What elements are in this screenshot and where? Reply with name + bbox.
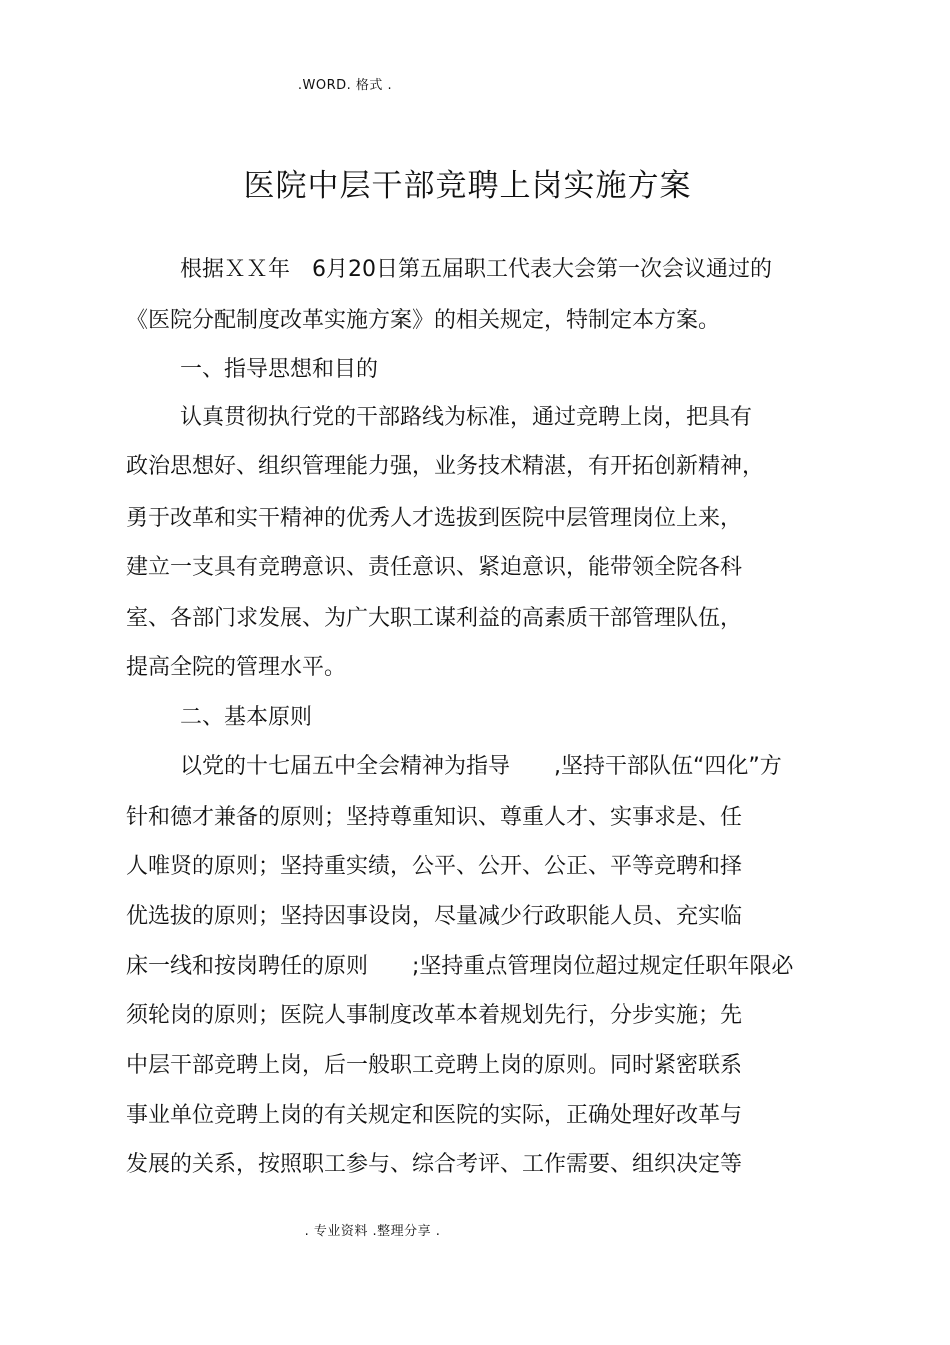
paragraph-line: 以党的十七届五中全会精神为指导 ,坚持干部队伍“四化”方 [180,754,782,779]
paragraph-line: 须轮岗的原则；医院人事制度改革本着规划先行，分步实施；先 [126,1003,743,1028]
paragraph-line: 认真贯彻执行党的干部路线为标准，通过竞聘上岗，把具有 [180,405,753,430]
section-heading: 一、指导思想和目的 [180,357,379,382]
paragraph-line: 政治思想好、组织管理能力强，业务技术精湛，有开拓创新精神， [126,454,765,479]
paragraph-line: 勇于改革和实干精神的优秀人才选拔到医院中层管理岗位上来， [126,506,743,531]
page-header-note: .WORD. 格式 . [297,78,393,93]
paragraph-line: 室、各部门求发展、为广大职工谋利益的高素质干部管理队伍， [126,606,743,631]
paragraph-line: 根据ＸＸ年 6月20日第五届职工代表大会第一次会议通过的 [180,257,772,282]
paragraph-line: 发展的关系，按照职工参与、综合考评、工作需要、组织决定等 [126,1152,743,1177]
paragraph-line: 建立一支具有竞聘意识、责任意识、紧迫意识，能带领全院各科 [126,555,743,580]
page-footer-note: . 专业资料 .整理分享 . [304,1224,441,1239]
paragraph-line: 提高全院的管理水平。 [126,655,347,680]
paragraph-line: 人唯贤的原则；坚持重实绩，公平、公开、公正、平等竞聘和择 [126,854,743,879]
document-title: 医院中层干部竞聘上岗实施方案 [243,168,692,204]
paragraph-line: 针和德才兼备的原则；坚持尊重知识、尊重人才、实事求是、任 [126,805,743,830]
section-heading: 二、基本原则 [180,705,313,730]
paragraph-line: 床一线和按岗聘任的原则 ;坚持重点管理岗位超过规定任职年限必 [126,954,794,979]
paragraph-line: 事业单位竞聘上岗的有关规定和医院的实际，正确处理好改革与 [126,1103,743,1128]
paragraph-line: 《医院分配制度改革实施方案》的相关规定，特制定本方案。 [126,308,721,333]
paragraph-line: 优选拔的原则；坚持因事设岗，尽量减少行政职能人员、充实临 [126,904,743,929]
paragraph-line: 中层干部竞聘上岗，后一般职工竞聘上岗的原则。同时紧密联系 [126,1053,743,1078]
